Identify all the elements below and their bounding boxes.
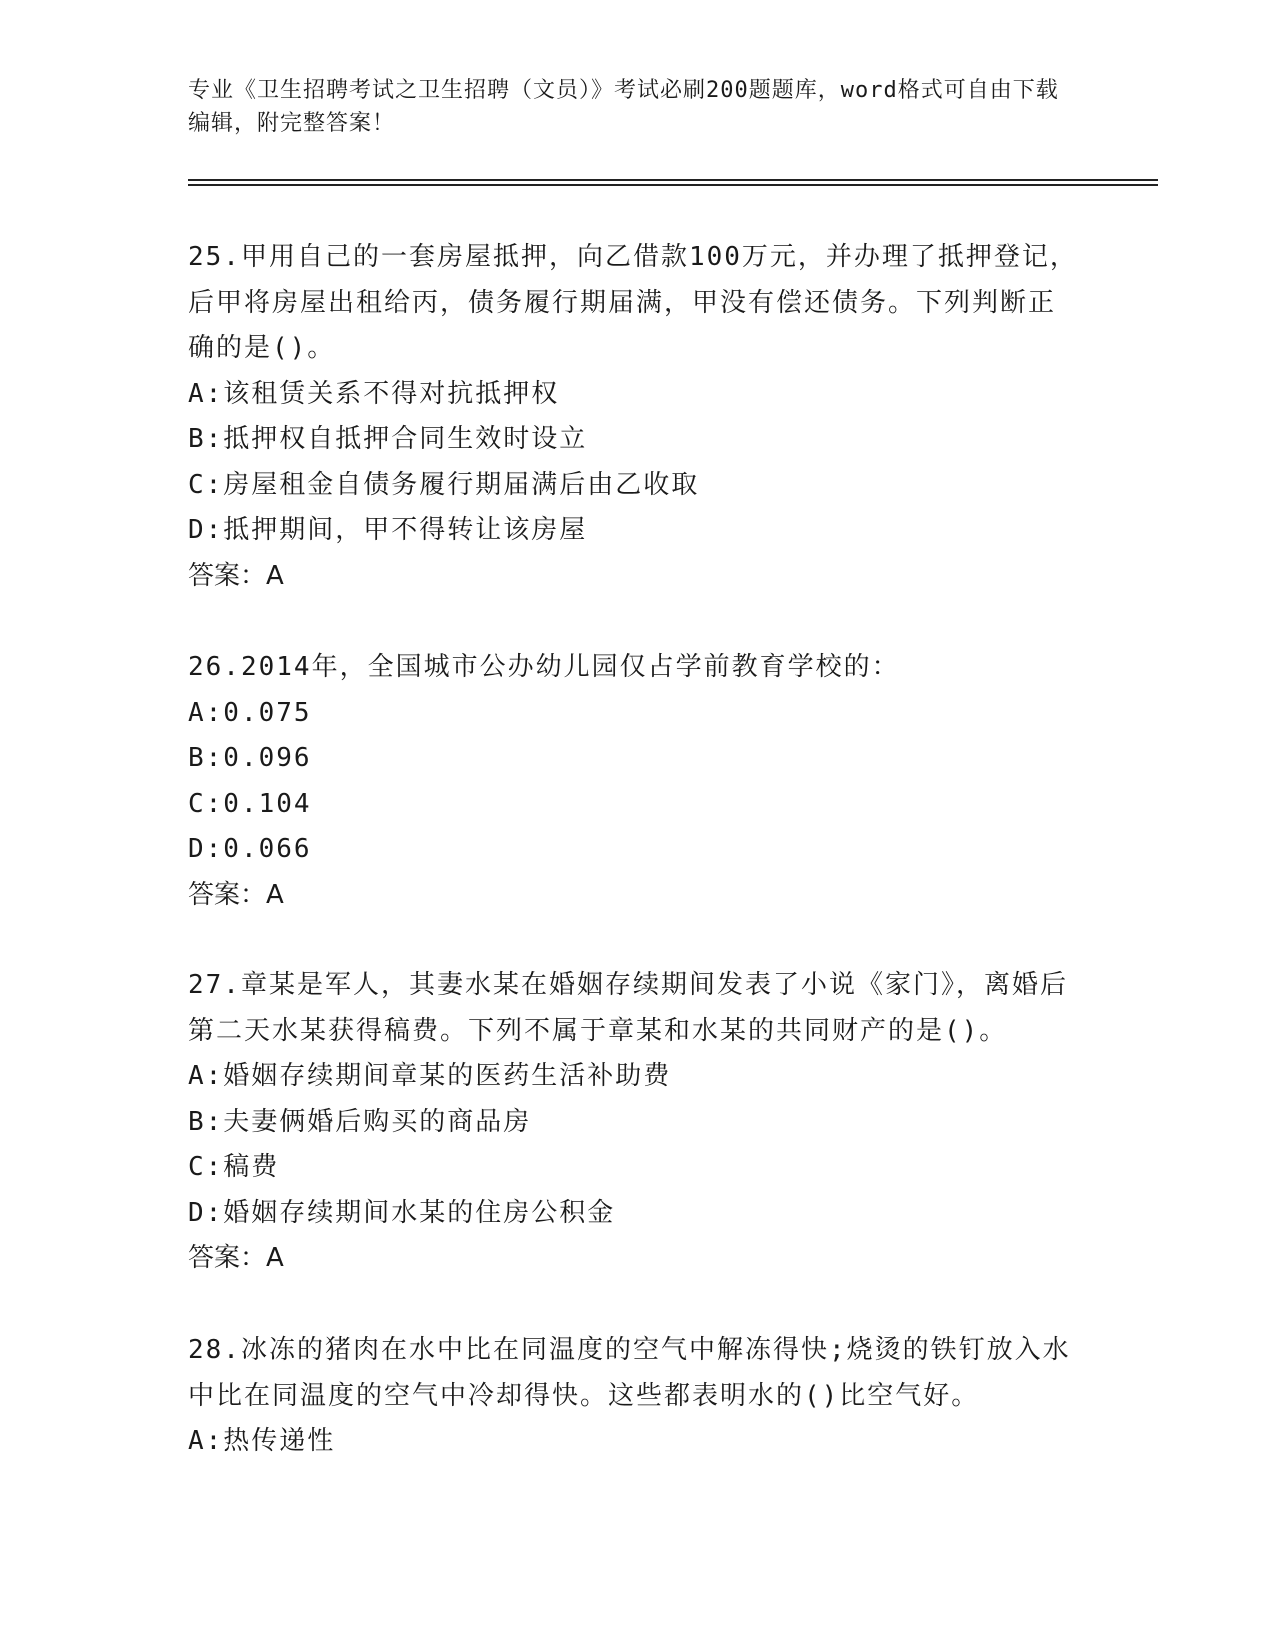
question-stem: 26.2014年，全国城市公办幼儿园仅占学前教育学校的：	[188, 652, 900, 682]
question-stem: 25.甲用自己的一套房屋抵押，向乙借款100万元，并办理了抵押登记，后甲将房屋出租给丙，债务履行期届满，甲没有偿还债务。下列判断正确的是()。	[188, 242, 1078, 363]
option-a: A:该租赁关系不得对抗抵押权	[188, 378, 560, 409]
option-c: C:0.104	[188, 788, 312, 819]
option-d: D:抵押期间，甲不得转让该房屋	[188, 515, 588, 545]
option-c: C:房屋租金自债务履行期届满后由乙收取	[188, 469, 700, 500]
answer: 答案：A	[188, 560, 284, 591]
header-rule-top	[188, 179, 1158, 181]
document-header: 专业《卫生招聘考试之卫生招聘（文员）》考试必刷200题题库，word格式可自由下载编辑，附完整答案！	[188, 78, 1059, 136]
option-b: B:夫妻俩婚后购买的商品房	[188, 1106, 532, 1137]
option-c: C:稿费	[188, 1152, 280, 1182]
option-b: B:抵押权自抵押合同生效时设立	[188, 424, 588, 454]
question-stem: 27.章某是军人，其妻水某在婚姻存续期间发表了小说《家门》，离婚后第二天水某获得稿费。下列不属于章某和水某的共同财产的是()。	[188, 970, 1068, 1046]
answer: 答案：A	[188, 879, 284, 910]
option-a: A:0.075	[188, 697, 312, 728]
question-28	[188, 1328, 1078, 1465]
option-a: A:热传递性	[188, 1426, 336, 1456]
option-d: D:婚姻存续期间水某的住房公积金	[188, 1197, 616, 1228]
question-stem: 28.冰冻的猪肉在水中比在同温度的空气中解冻得快;烧烫的铁钉放入水中比在同温度的空气中冷却得快。这些都表明水的()比空气好。	[188, 1335, 1071, 1411]
question-25	[188, 235, 1078, 599]
option-d: D:0.066	[188, 834, 312, 864]
option-a: A:婚姻存续期间章某的医药生活补助费	[188, 1061, 672, 1091]
question-26	[188, 645, 1078, 918]
option-b: B:0.096	[188, 743, 312, 773]
question-27	[188, 963, 1078, 1282]
header-rule-bottom	[188, 184, 1158, 186]
answer: 答案：A	[188, 1243, 284, 1273]
